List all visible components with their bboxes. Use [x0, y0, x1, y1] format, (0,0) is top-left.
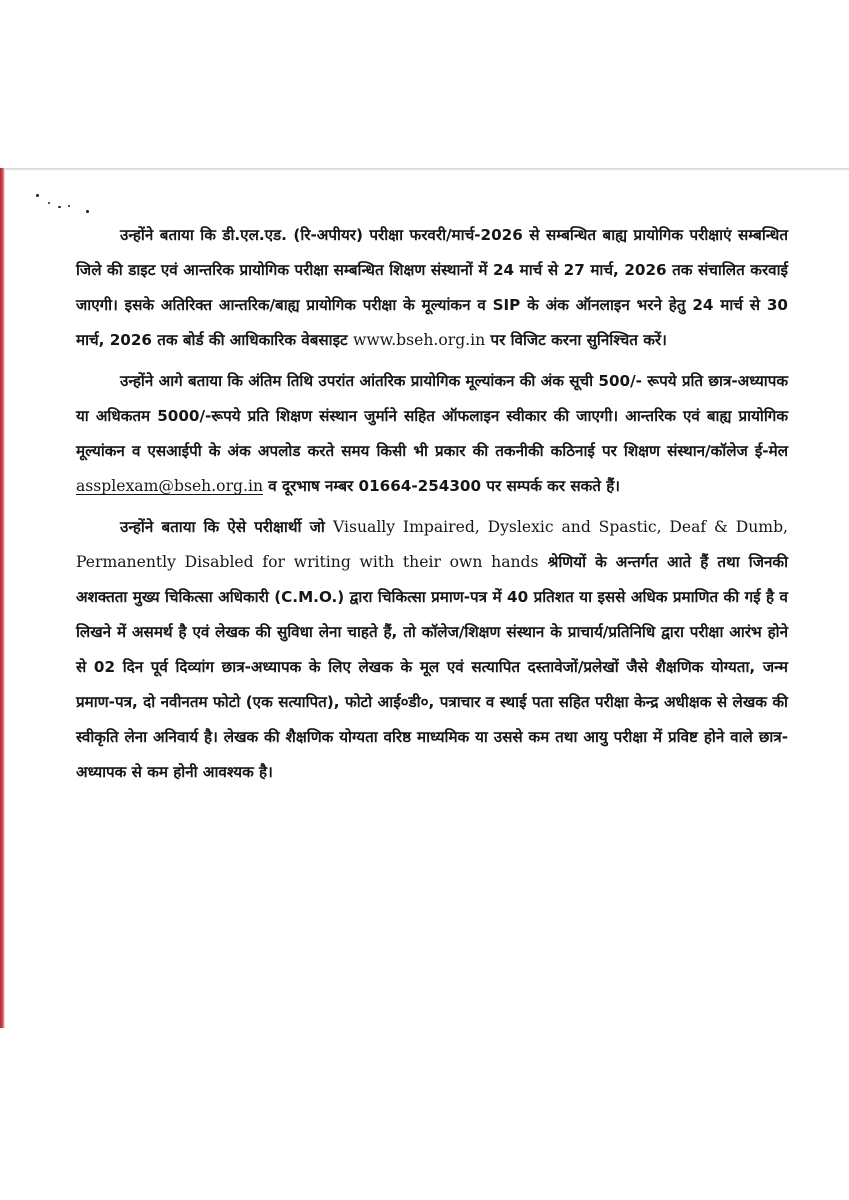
paragraph-1-text: उन्होंने बताया कि डी.एल.एड. (रि-अपीयर) परीक्षा फरवरी/मार्च-2026 से सम्बन्धित बाह्य प्रायोगिक परीक्षाएं सम्बन्धित जिले की डाइट एवं आन्तरिक प्रायोगिक परीक्षा सम्बन्धित शिक्षण संस्थानों में 24 मार्च से 27 मार्च, 2026 तक संचालित करवाई जाएगी। इसके अतिरिक्त आन्तरिक/बाह्य प्रायोगिक परीक्षा के मूल्यांकन व SIP के अंक ऑनलाइन भरने हेतु 24 मार्च से 30 मार्च, 2026 तक बोर्ड की आधिकारिक वेबसाइट — [76, 226, 788, 349]
website-link[interactable]: www.bseh.org.in — [353, 331, 486, 349]
paragraph-1-text-end: पर विजिट करना सुनिश्चित करें। — [485, 331, 667, 349]
paragraph-practical-exams — [76, 218, 788, 358]
page-top-shadow — [5, 168, 849, 171]
paragraph-writer-facility — [76, 510, 788, 790]
paragraph-2-text-end: व दूरभाष नम्बर 01664-254300 पर सम्पर्क कर सकते हैं। — [263, 477, 621, 495]
paragraph-3-text-start: उन्होंने बताया कि ऐसे परीक्षार्थी जो — [120, 518, 333, 536]
paragraph-3-text-mid: श्रेणियों के अन्तर्गत आते हैं तथा जिनकी अशक्तता मुख्य चिकित्सा अधिकारी (C.M.O.) द्वारा चिकित्सा प्रमाण-पत्र में 40 प्रतिशत या इससे अधिक प्रमाणित की गई है व लिखने में असमर्थ है एवं लेखक की सुविधा लेना चाहते हैं, तो कॉलेज/शिक्षण संस्थान के प्राचार्य/प्रतिनिधि द्वारा परीक्षा आरंभ होने से 02 दिन पूर्व दिव्यांग छात्र-अध्यापक के लिए लेखक के मूल एवं सत्यापित दस्तावेजों/प्रलेखों जैसे शैक्षणिक योग्यता, जन्म प्रमाण-पत्र, दो नवीनतम फोटो (एक सत्यापित), फोटो आई०डी०, पत्राचार व स्थाई पता सहित परीक्षा केन्द्र अधीक्षक से लेखक की स्वीकृति लेना अनिवार्य है। लेखक की शैक्षणिक योग्यता वरिष्ठ माध्यमिक या उससे कम तथा आयु परीक्षा में प्रविष्ट होने वाले छात्र-अध्यापक से कम होनी आवश्यक है। — [76, 553, 788, 781]
document-body — [76, 218, 788, 796]
paragraph-late-submission — [76, 364, 788, 504]
email-link[interactable]: assplexam@bseh.org.in — [76, 477, 263, 495]
paragraph-2-text: उन्होंने आगे बताया कि अंतिम तिथि उपरांत आंतरिक प्रायोगिक मूल्यांकन की अंक सूची 500/- रूपये प्रति छात्र-अध्यापक या अधिकतम 5000/-रूपये प्रति शिक्षण संस्थान जुर्माने सहित ऑफलाइन स्वीकार की जाएगी। आन्तरिक एवं बाह्य प्रायोगिक मूल्यांकन व एसआईपी के अंक अपलोड करते समय किसी भी प्रकार की तकनीकी कठिनाई पर शिक्षण संस्थान/कॉलेज ई-मेल — [76, 372, 788, 460]
red-page-edge — [0, 168, 5, 1028]
disability-categories: Visually Impaired, Dyslexic and Spastic, Deaf & Dumb, Permanently Disabled for writing with their own hands — [76, 518, 789, 571]
